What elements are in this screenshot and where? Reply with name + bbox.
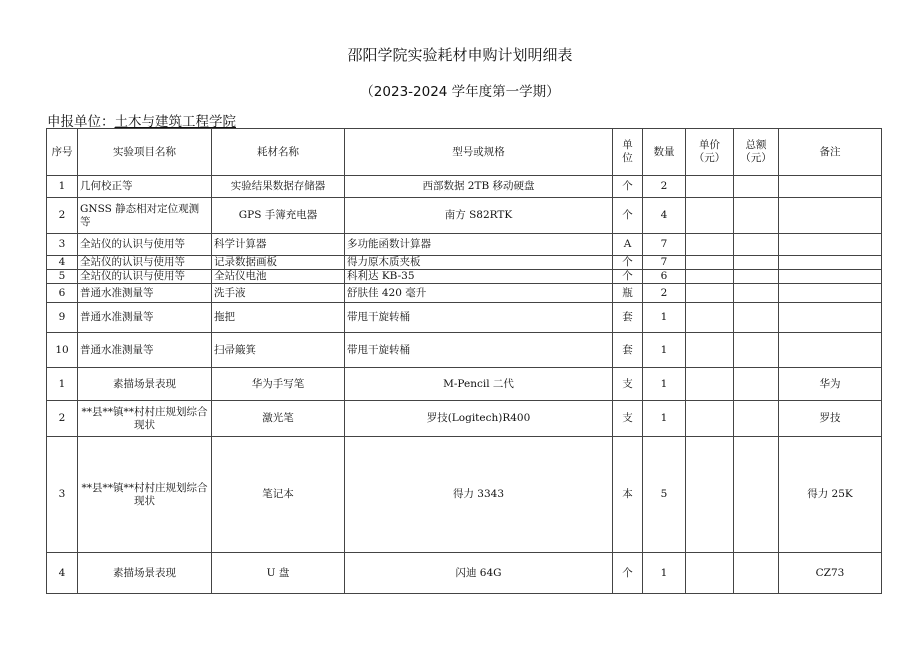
cell-total (734, 284, 779, 303)
cell-project: 几何校正等 (78, 176, 212, 198)
cell-note (779, 303, 882, 333)
page-title: 邵阳学院实验耗材申购计划明细表 (347, 46, 573, 64)
table-row (47, 437, 882, 553)
cell-unit: 个 (613, 270, 643, 284)
cell-price (686, 437, 734, 553)
cell-note (779, 198, 882, 234)
cell-qty: 2 (643, 176, 686, 198)
cell-spec: 多功能函数计算器 (345, 234, 613, 256)
header-material: 耗材名称 (212, 129, 345, 176)
cell-note: 得力 25K (779, 437, 882, 553)
cell-total (734, 198, 779, 234)
cell-spec: 科利达 KB-35 (345, 270, 613, 284)
cell-material: 拖把 (212, 303, 345, 333)
cell-price (686, 198, 734, 234)
cell-note (779, 284, 882, 303)
cell-unit: 个 (613, 256, 643, 270)
declaring-unit-label: 申报单位： (47, 114, 115, 130)
cell-unit: 套 (613, 333, 643, 368)
table-row (47, 553, 882, 594)
cell-project: 素描场景表现 (78, 368, 212, 401)
declaring-unit (47, 110, 236, 130)
cell-spec: M-Pencil 二代 (345, 368, 613, 401)
header-price: 单价 （元） (686, 129, 734, 176)
consumables-table (46, 128, 882, 594)
declaring-unit-name: 土木与建筑工程学院 (114, 114, 236, 130)
cell-price (686, 176, 734, 198)
cell-unit: 支 (613, 401, 643, 437)
cell-project: 素描场景表现 (78, 553, 212, 594)
cell-material: GPS 手簿充电器 (212, 198, 345, 234)
cell-seq: 2 (47, 198, 78, 234)
cell-material: 华为手写笔 (212, 368, 345, 401)
cell-qty: 1 (643, 553, 686, 594)
cell-material: 洗手液 (212, 284, 345, 303)
cell-qty: 1 (643, 401, 686, 437)
cell-qty: 1 (643, 368, 686, 401)
cell-total (734, 553, 779, 594)
table-row (47, 368, 882, 401)
cell-total (734, 333, 779, 368)
cell-unit: 套 (613, 303, 643, 333)
cell-unit: 个 (613, 198, 643, 234)
cell-price (686, 401, 734, 437)
table-row (47, 270, 882, 284)
cell-qty: 5 (643, 437, 686, 553)
cell-spec: 西部数据 2TB 移动硬盘 (345, 176, 613, 198)
header-total: 总额 （元） (734, 129, 779, 176)
table-header-row (47, 129, 882, 176)
page-subtitle: （2023-2024 学年度第一学期） (360, 84, 560, 100)
table-row (47, 234, 882, 256)
cell-qty: 1 (643, 333, 686, 368)
cell-project: 普通水准测量等 (78, 303, 212, 333)
cell-total (734, 176, 779, 198)
table-row (47, 176, 882, 198)
cell-unit: A (613, 234, 643, 256)
cell-price (686, 333, 734, 368)
cell-material: 激光笔 (212, 401, 345, 437)
header-seq: 序号 (47, 129, 78, 176)
cell-seq: 1 (47, 368, 78, 401)
cell-price (686, 256, 734, 270)
cell-qty: 7 (643, 234, 686, 256)
cell-unit: 本 (613, 437, 643, 553)
cell-unit: 支 (613, 368, 643, 401)
cell-total (734, 437, 779, 553)
cell-spec: 舒肤佳 420 毫升 (345, 284, 613, 303)
header-note: 备注 (779, 129, 882, 176)
cell-seq: 10 (47, 333, 78, 368)
table-row (47, 303, 882, 333)
cell-unit: 个 (613, 176, 643, 198)
cell-total (734, 234, 779, 256)
cell-seq: 9 (47, 303, 78, 333)
cell-unit: 个 (613, 553, 643, 594)
cell-material: 全站仪电池 (212, 270, 345, 284)
cell-material: 笔记本 (212, 437, 345, 553)
cell-total (734, 401, 779, 437)
cell-project: **县**镇**村村庄规划综合现状 (78, 401, 212, 437)
cell-spec: 带甩干旋转桶 (345, 303, 613, 333)
cell-note (779, 333, 882, 368)
cell-seq: 1 (47, 176, 78, 198)
cell-note: CZ73 (779, 553, 882, 594)
cell-spec: 南方 S82RTK (345, 198, 613, 234)
cell-note (779, 256, 882, 270)
cell-price (686, 368, 734, 401)
header-spec: 型号或规格 (345, 129, 613, 176)
cell-price (686, 284, 734, 303)
cell-total (734, 368, 779, 401)
cell-project: **县**镇**村村庄规划综合现状 (78, 437, 212, 553)
cell-project: 全站仪的认识与使用等 (78, 234, 212, 256)
cell-qty: 2 (643, 284, 686, 303)
cell-price (686, 553, 734, 594)
cell-note (779, 176, 882, 198)
cell-seq: 3 (47, 437, 78, 553)
cell-total (734, 270, 779, 284)
cell-seq: 6 (47, 284, 78, 303)
cell-note (779, 270, 882, 284)
cell-material: 记录数据画板 (212, 256, 345, 270)
header-qty: 数量 (643, 129, 686, 176)
cell-total (734, 303, 779, 333)
cell-spec: 带甩干旋转桶 (345, 333, 613, 368)
cell-spec: 罗技(Logitech)R400 (345, 401, 613, 437)
table-row (47, 256, 882, 270)
cell-seq: 5 (47, 270, 78, 284)
cell-spec: 闪迪 64G (345, 553, 613, 594)
cell-price (686, 234, 734, 256)
cell-seq: 2 (47, 401, 78, 437)
cell-price (686, 270, 734, 284)
cell-note (779, 234, 882, 256)
cell-total (734, 256, 779, 270)
cell-qty: 1 (643, 303, 686, 333)
cell-qty: 6 (643, 270, 686, 284)
cell-material: 科学计算器 (212, 234, 345, 256)
table-row (47, 198, 882, 234)
cell-project: 普通水准测量等 (78, 333, 212, 368)
table-row (47, 333, 882, 368)
cell-qty: 4 (643, 198, 686, 234)
cell-material: 扫帚簸箕 (212, 333, 345, 368)
cell-qty: 7 (643, 256, 686, 270)
cell-seq: 4 (47, 553, 78, 594)
cell-material: U 盘 (212, 553, 345, 594)
cell-project: 全站仪的认识与使用等 (78, 270, 212, 284)
cell-note: 华为 (779, 368, 882, 401)
cell-price (686, 303, 734, 333)
cell-seq: 3 (47, 234, 78, 256)
cell-note: 罗技 (779, 401, 882, 437)
cell-seq: 4 (47, 256, 78, 270)
table-row (47, 401, 882, 437)
cell-project: 普通水准测量等 (78, 284, 212, 303)
cell-unit: 瓶 (613, 284, 643, 303)
header-unit: 单 位 (613, 129, 643, 176)
cell-material: 实验结果数据存储器 (212, 176, 345, 198)
header-project: 实验项目名称 (78, 129, 212, 176)
cell-spec: 得力 3343 (345, 437, 613, 553)
table-row (47, 284, 882, 303)
cell-spec: 得力原木质夹板 (345, 256, 613, 270)
cell-project: GNSS 静态相对定位观测等 (78, 198, 212, 234)
cell-project: 全站仪的认识与使用等 (78, 256, 212, 270)
